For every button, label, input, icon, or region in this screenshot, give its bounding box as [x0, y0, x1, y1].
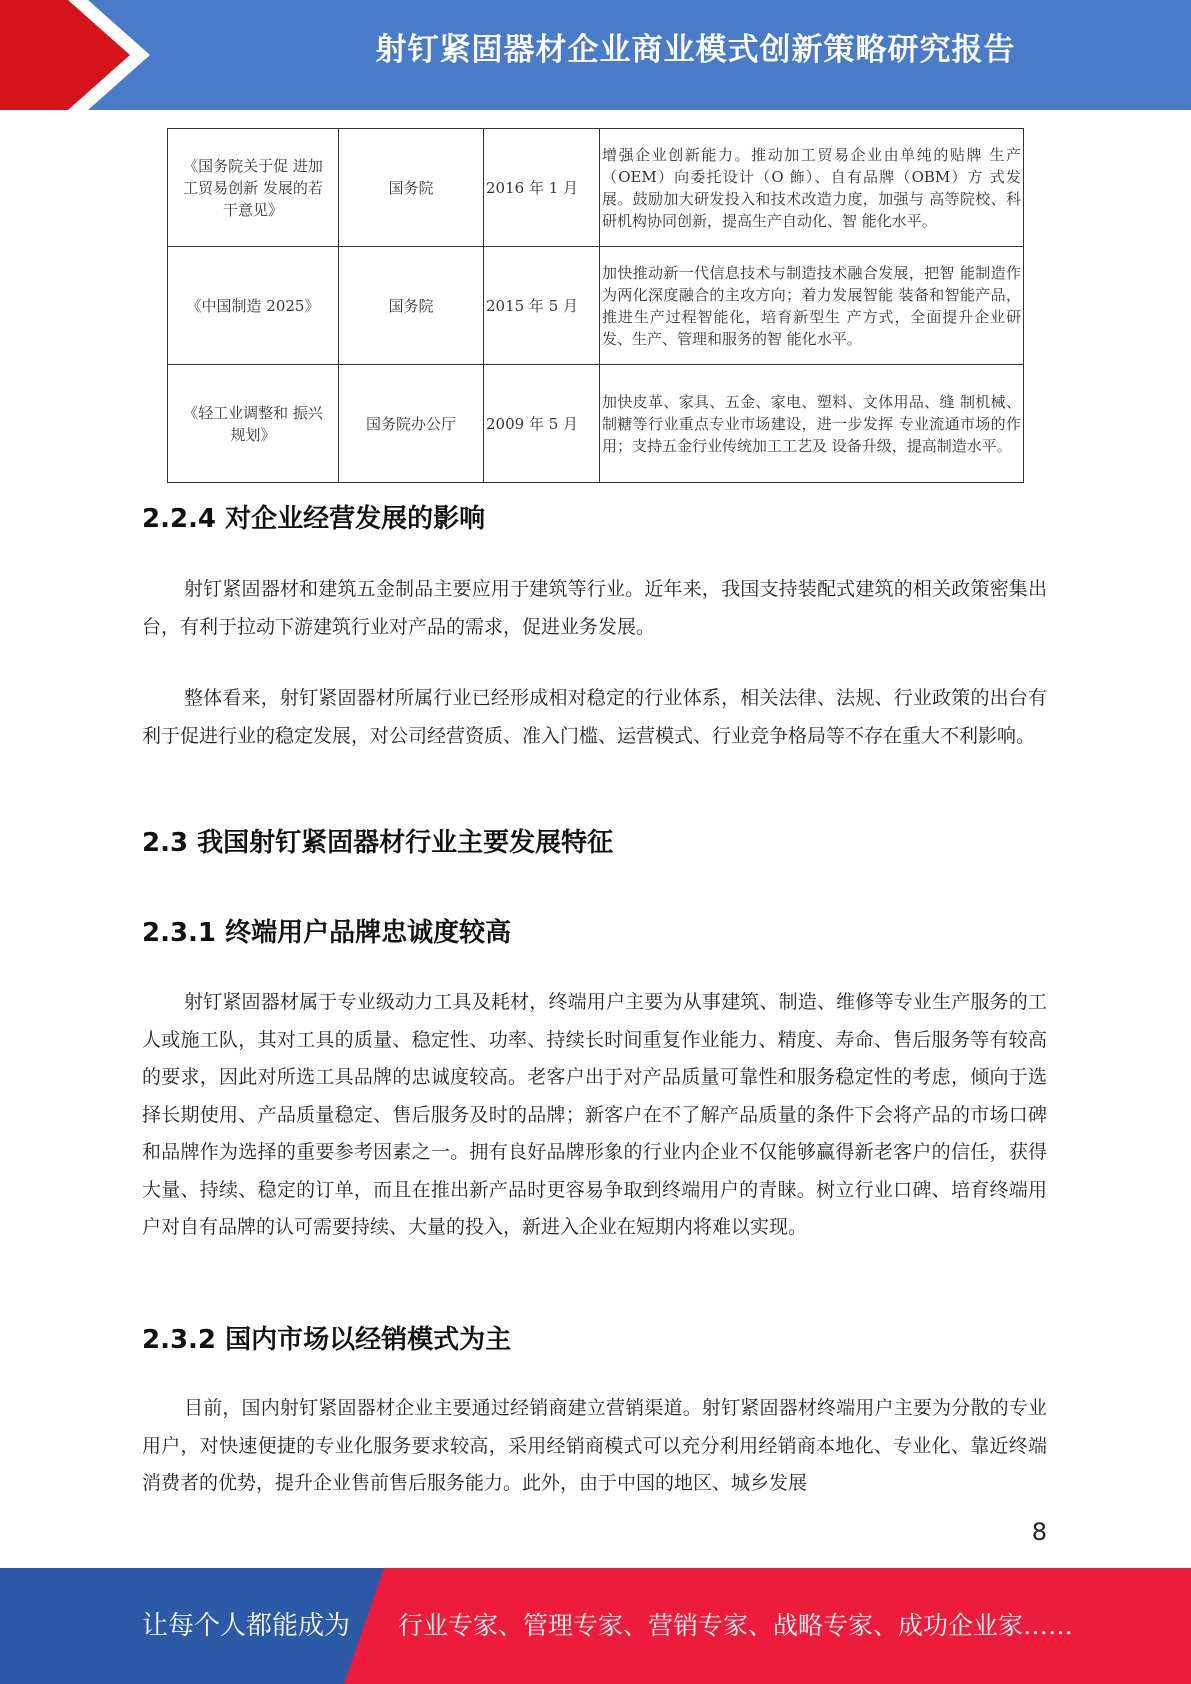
policy-content: 增强企业创新能力。推动加工贸易企业由单纯的贴牌 生产（OEM）向委托设计（O 飾）、自有品牌（OBM）方 式发展。鼓励加大研发投入和技术改造力度，加强与 高等院校、科研机构协同创新，提高生产自动化、智 能化水平。: [600, 129, 1024, 247]
footer-slogan-right: 行业专家、管理专家、营销专家、战略专家、成功企业家……: [398, 1611, 1074, 1640]
policy-table: [167, 128, 1024, 483]
policy-name: 《中国制造 2025》: [168, 247, 339, 365]
policy-name: 《轻工业调整和 振兴规划》: [168, 365, 339, 483]
paragraph: 射钉紧固器材属于专业级动力工具及耗材，终端用户主要为从事建筑、制造、维修等专业生产服务的工人或施工队，其对工具的质量、稳定性、功率、持续长时间重复作业能力、精度、寿命、售后服务等有较高的要求，因此对所选工具品牌的忠诚度较高。老客户出于对产品质量可靠性和服务稳定性的考虑，倾向于选择长期使用、产品质量稳定、售后服务及时的品牌；新客户在不了解产品质量的条件下会将产品的市场口碑和品牌作为选择的重要参考因素之一。拥有良好品牌形象的行业内企业不仅能够赢得新老客户的信任，获得大量、持续、稳定的订单，而且在推出新产品时更容易争取到终端用户的青睐。树立行业口碑、培育终端用户对自有品牌的认可需要持续、大量的投入，新进入企业在短期内将难以实现。: [142, 991, 1047, 1238]
policy-date: 2015 年 5 月: [484, 247, 600, 365]
policy-issuer: 国务院办公厅: [339, 365, 484, 483]
policy-content: 加快推动新一代信息技术与制造技术融合发展，把智 能制造作为两化深度融合的主攻方向；着力发展智能 装备和智能产品，推进生产过程智能化，培育新型生 产方式，全面提升企业研发、生产、管理和服务的智 能化水平。: [600, 247, 1024, 365]
report-title: 射钉紧固器材企业商业模式创新策略研究报告: [375, 32, 1016, 68]
page-footer: [0, 1568, 1191, 1684]
policy-name: 《国务院关于促 进加工贸易创新 发展的若干意见》: [168, 129, 339, 247]
paragraph: 目前，国内射钉紧固器材企业主要通过经销商建立营销渠道。射钉紧固器材终端用户主要为分散的专业用户，对快速便捷的专业化服务要求较高，采用经销商模式可以充分利用经销商本地化、专业化、靠近终端消费者的优势，提升企业售前售后服务能力。此外，由于中国的地区、城乡发展: [142, 1397, 1047, 1494]
policy-date: 2009 年 5 月: [484, 365, 600, 483]
section-heading-2-3-2: 2.3.2 国内市场以经销模式为主: [142, 1325, 512, 1355]
table-row: [168, 365, 1024, 483]
page-header: [0, 0, 1191, 110]
paragraph: 射钉紧固器材和建筑五金制品主要应用于建筑等行业。近年来，我国支持装配式建筑的相关政策密集出台，有利于拉动下游建筑行业对产品的需求，促进业务发展。: [142, 578, 1047, 638]
table-row: [168, 129, 1024, 247]
policy-issuer: 国务院: [339, 129, 484, 247]
policy-content: 加快皮革、家具、五金、家电、塑料、文体用品、缝 制机械、制糖等行业重点专业市场建设，进一步发挥 专业流通市场的作用；支持五金行业传统加工工艺及 设备升级，提高制造水平。: [600, 365, 1024, 483]
policy-issuer: 国务院: [339, 247, 484, 365]
section-heading-2-2-4: 2.2.4 对企业经营发展的影响: [142, 504, 486, 534]
paragraph: 整体看来，射钉紧固器材所属行业已经形成相对稳定的行业体系，相关法律、法规、行业政策的出台有利于促进行业的稳定发展，对公司经营资质、准入门槛、运营模式、行业竞争格局等不存在重大不利影响。: [142, 687, 1047, 747]
section-heading-2-3: 2.3 我国射钉紧固器材行业主要发展特征: [142, 828, 614, 858]
policy-date: 2016 年 1 月: [484, 129, 600, 247]
section-heading-2-3-1: 2.3.1 终端用户品牌忠诚度较高: [142, 918, 512, 948]
footer-slogan-left: 让每个人都能成为: [142, 1611, 351, 1641]
page-number: 8: [1031, 1518, 1047, 1546]
table-row: [168, 247, 1024, 365]
